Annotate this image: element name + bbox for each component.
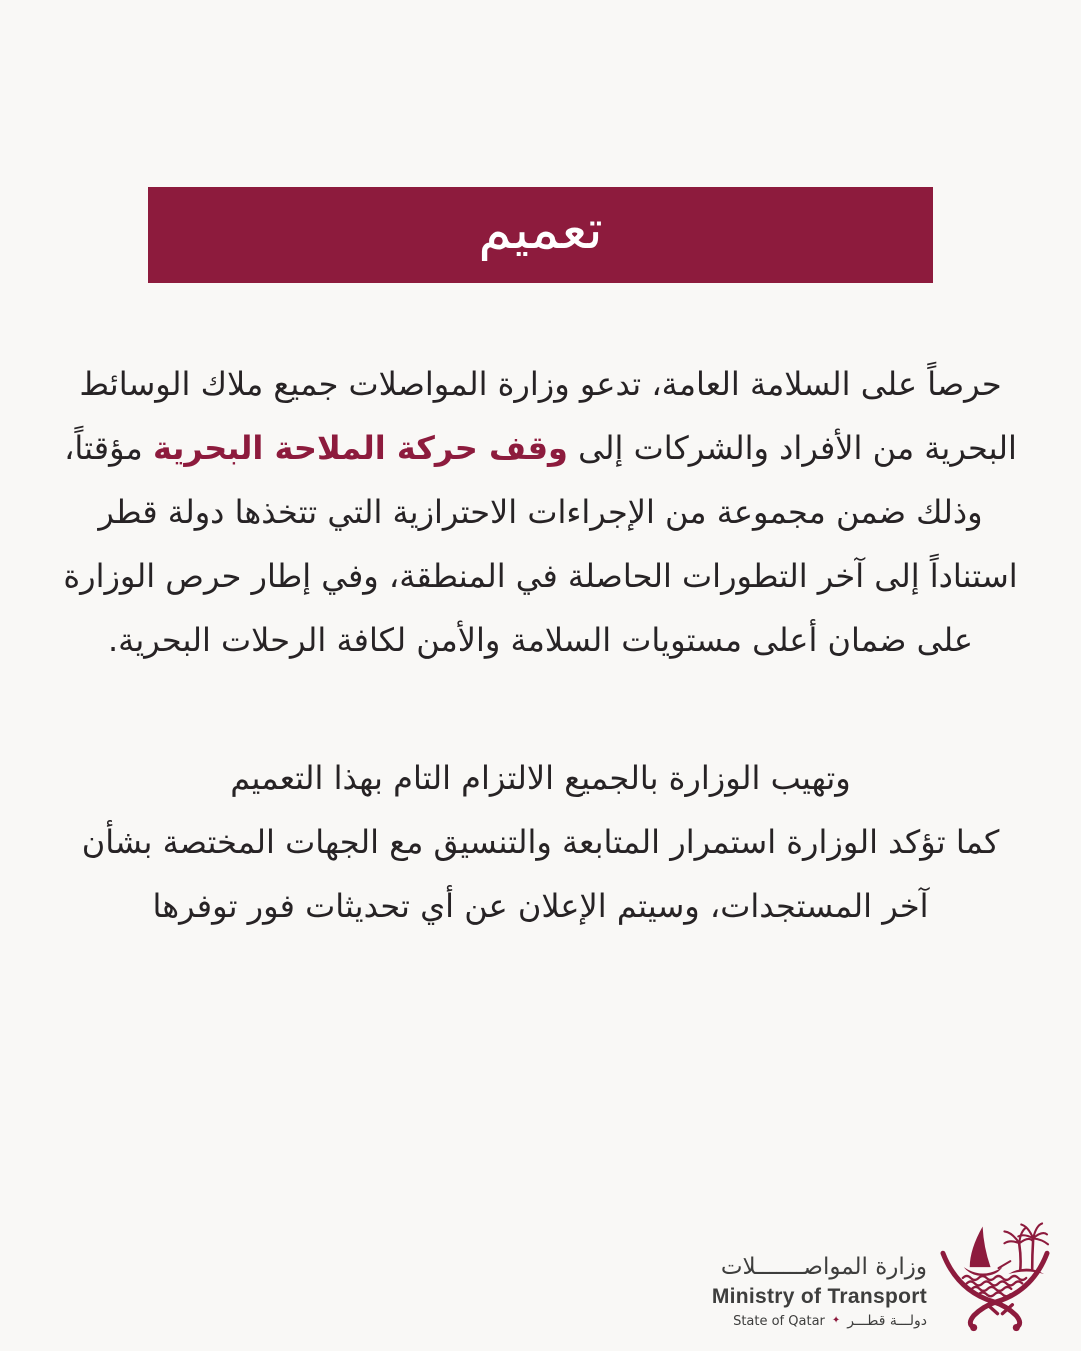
ministry-logo-text: [712, 1252, 927, 1339]
paragraph-line: على ضمان أعلى مستويات السلامة والأمن لكافة الرحلات البحرية.: [108, 621, 973, 659]
ministry-name-arabic: وزارة المواصـــــــلات: [720, 1253, 927, 1280]
state-of-qatar-line: [712, 1313, 927, 1329]
line-text: مؤقتاً،: [64, 429, 153, 467]
paragraph-line: وذلك ضمن مجموعة من الإجراءات الاحترازية التي تتخذها دولة قطر: [98, 493, 983, 531]
ministry-logo-block: [712, 1217, 1051, 1339]
paragraph-line: آخر المستجدات، وسيتم الإعلان عن أي تحديثات فور توفرها: [152, 887, 929, 925]
paragraph-line: [40, 416, 1041, 480]
paragraph-line: حرصاً على السلامة العامة، تدعو وزارة المواصلات جميع ملاك الوسائط: [79, 365, 1002, 403]
circular-paragraph-1: [40, 352, 1041, 672]
qatar-emblem-icon: [939, 1217, 1051, 1339]
paragraph-line: استناداً إلى آخر التطورات الحاصلة في المنطقة، وفي إطار حرص الوزارة: [63, 557, 1018, 595]
banner-title: تعميم: [478, 198, 603, 261]
diamond-separator-icon: ✦: [831, 1315, 841, 1326]
paragraph-line: وتهيب الوزارة بالجميع الالتزام التام بهذا التعميم: [230, 759, 851, 797]
highlighted-phrase: وقف حركة الملاحة البحرية: [152, 429, 568, 467]
line-text: البحرية من الأفراد والشركات إلى: [567, 429, 1017, 467]
circular-paragraph-2: [40, 746, 1041, 938]
paragraph-line: كما تؤكد الوزارة استمرار المتابعة والتنسيق مع الجهات المختصة بشأن: [81, 823, 1000, 861]
circular-banner: [148, 187, 933, 283]
state-name-arabic: دولـــة قطـــر: [847, 1313, 927, 1329]
ministry-name-english: Ministry of Transport: [711, 1284, 927, 1308]
state-name-english: State of Qatar: [733, 1313, 825, 1329]
